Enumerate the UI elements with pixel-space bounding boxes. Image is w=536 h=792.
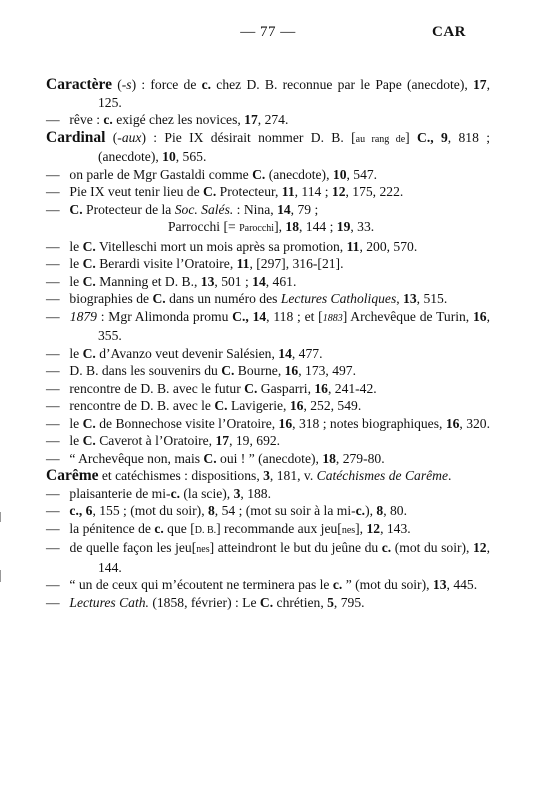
index-entry: — le C. de Bonnechose visite l’Oratoire, 16, 318 ; notes biographiques, 16, 320. xyxy=(46,415,490,431)
index-entry: — rencontre de D. B. avec le futur C. Gasparri, 16, 241-42. xyxy=(46,380,377,396)
index-entry: — le C. Vitelleschi mort un mois après sa promotion, 11, 200, 570. xyxy=(46,238,418,254)
index-entry: — C. Protecteur de la Soc. Salés. : Nina, 14, 79 ; xyxy=(46,201,319,217)
index-entry: — on parle de Mgr Gastaldi comme C. (anecdote), 10, 547. xyxy=(46,166,378,182)
index-entry: — “ un de ceux qui m’écoutent ne terminera pas le c. ” (mot du soir), 13, 445. xyxy=(46,577,478,592)
index-entry: — le C. Caverot à l’Oratoire, 17, 19, 692. xyxy=(46,433,281,448)
index-entry: Cardinal (-aux) : Pie IX désirait nommer D. B. [au rang de] C., 9, 818 ; (anecdote), 10, 565. xyxy=(46,128,490,164)
index-entry: — Lectures Cath. (1858, février) : Le C. chrétien, 5, 795. xyxy=(46,594,365,610)
index-entry: Caractère (-s) : force de c. chez D. B. reconnue par le Pape (anecdote), 17, 125. xyxy=(46,76,490,110)
margin-mark xyxy=(0,570,1,582)
page-number: — 77 — xyxy=(240,24,296,40)
index-entry: — rencontre de D. B. avec le C. Lavigerie, 16, 252, 549. xyxy=(46,398,362,413)
index-entry: — plaisanterie de mi-c. (la scie), 3, 188. xyxy=(46,485,271,501)
index-entry: — c., 6, 155 ; (mot du soir), 8, 54 ; (mot su soir à la mi-c.), 8, 80. xyxy=(46,503,407,518)
index-entry: — le C. Manning et D. B., 13, 501 ; 14, 461. xyxy=(46,273,297,289)
index-entry: — “ Archevêque non, mais C. oui ! ” (anecdote), 18, 279-80. xyxy=(46,450,385,466)
index-entry: Carême et catéchismes : dispositions, 3, 181, v. Catéchismes de Carême. xyxy=(46,467,452,484)
index-entry: — rêve : c. exigé chez les novices, 17, 274. xyxy=(46,112,289,127)
index-entry: — la pénitence de c. que [D. B.] recommande aux jeu[nes], 12, 143. xyxy=(46,520,411,536)
index-entry: — le C. Berardi visite l’Oratoire, 11, [297], 316-[21]. xyxy=(46,256,344,271)
index-entry: — de quelle façon les jeu[nes] atteindront le but du jeûne du c. (mot du soir), 12, 144. xyxy=(46,540,490,575)
index-entry: — D. B. dans les souvenirs du C. Bourne, 16, 173, 497. xyxy=(46,363,356,378)
index-entry: — Pie IX veut tenir lieu de C. Protecteur, 11, 114 ; 12, 175, 222. xyxy=(46,184,404,199)
index-entry: — biographies de C. dans un numéro des Lectures Catholiques, 13, 515. xyxy=(46,291,448,306)
running-head: CAR xyxy=(432,24,466,40)
index-entry: — le C. d’Avanzo veut devenir Salésien, 14, 477. xyxy=(46,345,323,361)
page-header xyxy=(0,24,536,44)
index-entries xyxy=(46,76,490,611)
index-entry: Parrocchi [= Parocchi], 18, 144 ; 19, 33. xyxy=(168,219,375,234)
margin-mark xyxy=(0,512,1,522)
index-entry: — 1879 : Mgr Alimonda promu C., 14, 118 ; et [1883] Archevêque de Turin, 16, 355. xyxy=(46,308,490,343)
